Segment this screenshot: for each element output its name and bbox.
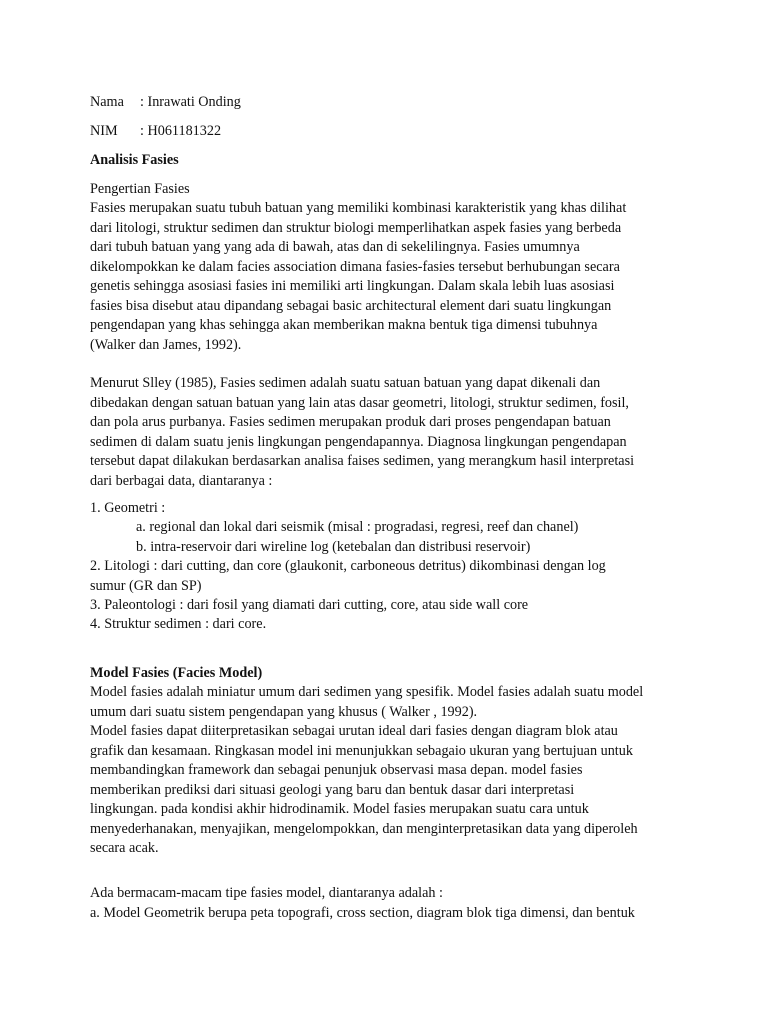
nim-value: : H061181322 — [140, 123, 222, 139]
paragraph-tipe-fasies — [90, 884, 690, 923]
paragraph-line: menyederhanakan, menyajikan, mengelompokkan, dan menginterpretasikan data yang diperoleh — [90, 820, 638, 837]
paragraph-menurut-slley — [90, 374, 690, 491]
nim-label: NIM — [90, 123, 118, 139]
paragraph-line: lingkungan. pada kondisi akhir hidrodinamik. Model fasies merupakan suatu cara untuk — [90, 801, 589, 817]
subtitle-pengertian-fasies: Pengertian Fasies — [90, 181, 190, 197]
name-value: : Inrawati Onding — [140, 94, 241, 110]
paragraph-model-fasies — [90, 683, 690, 859]
list-item-litologi: 2. Litologi : dari cutting, dan core (glaukonit, carboneous detritus) dikombinasi dengan log — [90, 558, 606, 574]
section-title-model-fasies: Model Fasies (Facies Model) — [90, 665, 263, 681]
paragraph-line: dari berbagai data, diantaranya : — [90, 472, 273, 489]
paragraph-line: (Walker dan James, 1992). — [90, 336, 242, 353]
paragraph-line: dari tubuh batuan yang yang ada di bawah, atas dan di sekelilingnya. Fasies umumnya — [90, 239, 580, 255]
paragraph-line: umum dari suatu sistem pengendapan yang khusus ( Walker , 1992). — [90, 703, 478, 720]
paragraph-line: Menurut Slley (1985), Fasies sedimen adalah suatu satuan batuan yang dapat dikenali dan — [90, 375, 601, 391]
section-title-analisis-fasies: Analisis Fasies — [90, 152, 179, 168]
paragraph-line: a. Model Geometrik berupa peta topografi, cross section, diagram blok tiga dimensi, dan bentuk — [90, 904, 635, 921]
list-item-struktur-sedimen: 4. Struktur sedimen : dari core. — [90, 616, 267, 632]
paragraph-line: Model fasies dapat diiterpretasikan sebagai urutan ideal dari fasies dengan diagram blok atau — [90, 723, 618, 739]
list-item-geometri: 1. Geometri : — [90, 500, 166, 516]
list-subitem-regional: a. regional dan lokal dari seismik (misal : progradasi, regresi, reef dan chanel) — [136, 519, 579, 535]
paragraph-pengertian — [90, 199, 690, 355]
paragraph-line: secara acak. — [90, 840, 159, 856]
paragraph-line: grafik dan kesamaan. Ringkasan model ini menunjukkan sebagaio ukuran yang bertujuan untuk — [90, 742, 633, 759]
paragraph-line: dan pola arus purbanya. Fasies sedimen merupakan produk dari proses pengendapan batuan — [90, 414, 611, 430]
paragraph-line: Model fasies adalah miniatur umum dari sedimen yang spesifik. Model fasies adalah suatu model — [90, 684, 644, 700]
list-item-litologi-cont: sumur (GR dan SP) — [90, 578, 202, 594]
nim-line — [90, 122, 221, 141]
paragraph-line: memberikan prediksi dari situasi geologi yang baru dan bentuk dasar dari interpretasi — [90, 781, 575, 798]
name-label: Nama — [90, 94, 124, 110]
paragraph-line: fasies bisa disebut atau dipandang sebagai basic architectural element dari suatu lingkungan — [90, 297, 612, 314]
paragraph-line: membandingkan framework dan sebagai penunjuk observasi masa depan. model fasies — [90, 762, 583, 778]
paragraph-line: pengendapan yang khas sehingga akan memberikan makna bentuk tiga dimensi tubuhnya — [90, 317, 598, 333]
paragraph-line: Fasies merupakan suatu tubuh batuan yang memiliki kombinasi karakteristik yang khas dilihat — [90, 200, 627, 216]
paragraph-line: tersebut dapat dilakukan berdasarkan analisa faises sedimen, yang merangkum hasil interpretasi — [90, 453, 635, 469]
paragraph-line: genetis sehingga asosiasi fasies ini memiliki arti lingkungan. Dalam skala lebih luas asosiasi — [90, 278, 615, 294]
paragraph-line: dibedakan dengan satuan batuan yang lain atas dasar geometri, litologi, struktur sedimen, fosil, — [90, 394, 629, 411]
name-line — [90, 93, 241, 112]
list-item-paleontologi: 3. Paleontologi : dari fosil yang diamati dari cutting, core, atau side wall core — [90, 597, 529, 613]
paragraph-line: sedimen di dalam suatu jenis lingkungan pengendapannya. Diagnosa lingkungan pengendapan — [90, 433, 627, 450]
list-subitem-intra-reservoir: b. intra-reservoir dari wireline log (ketebalan dan distribusi reservoir) — [136, 539, 531, 555]
paragraph-line: dari litologi, struktur sedimen dan struktur biologi memperlihatkan aspek fasies yang berbeda — [90, 219, 622, 236]
paragraph-line: Ada bermacam-macam tipe fasies model, diantaranya adalah : — [90, 885, 443, 901]
paragraph-line: dikelompokkan ke dalam facies association dimana fasies-fasies tersebut berhubungan secara — [90, 258, 620, 275]
